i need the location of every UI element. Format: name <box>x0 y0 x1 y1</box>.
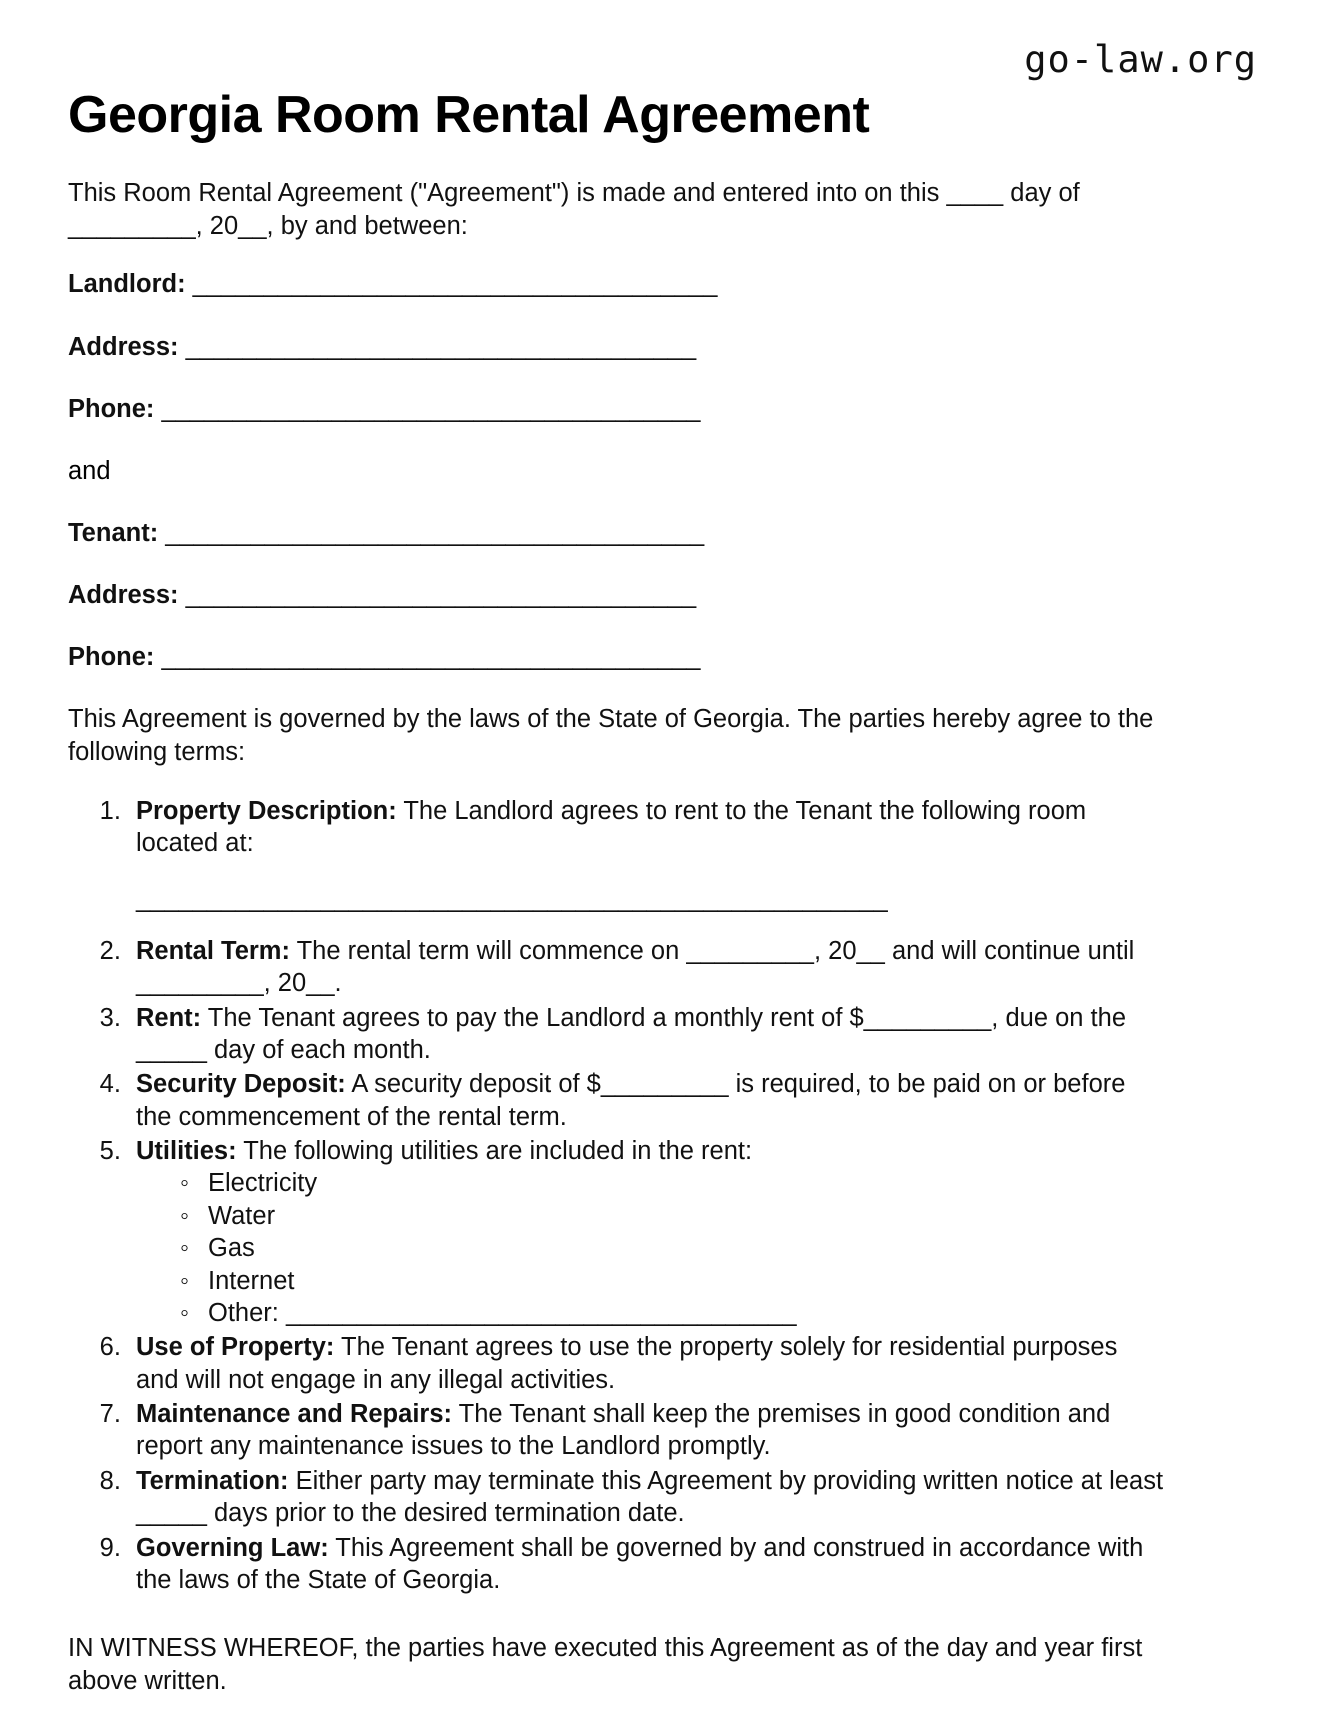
term-text-1: The Landlord agrees to rent to the Tenant the following room located at: <box>136 796 1087 857</box>
landlord-phone-blank[interactable]: ______________________________________ <box>161 394 701 423</box>
landlord-address-blank[interactable]: ____________________________________ <box>185 332 697 361</box>
term-item-1 <box>128 795 1166 913</box>
term-heading-9: Governing Law: <box>136 1533 329 1562</box>
term-heading-2: Rental Term: <box>136 936 290 965</box>
landlord-phone-label: Phone: <box>68 394 155 423</box>
term-item-3 <box>128 1002 1166 1067</box>
term-heading-3: Rent: <box>136 1003 202 1032</box>
term-item-2 <box>128 935 1166 1000</box>
term-text-7: The Tenant shall keep the premises in good condition and report any maintenance issues to the Landlord promptly. <box>136 1400 1111 1461</box>
landlord-phone-field <box>68 393 1261 426</box>
utility-item-gas <box>178 1232 1166 1264</box>
tenant-address-field <box>68 579 1261 612</box>
term-item-6 <box>128 1331 1166 1396</box>
term-item-8 <box>128 1465 1166 1530</box>
term-item-4 <box>128 1068 1166 1133</box>
tenant-address-blank[interactable]: ____________________________________ <box>185 581 697 610</box>
utilities-list <box>136 1167 1166 1329</box>
term-heading-5: Utilities: <box>136 1137 237 1166</box>
tenant-field <box>68 517 1261 550</box>
landlord-address-label: Address: <box>68 332 179 361</box>
utility-item-other <box>178 1297 1166 1329</box>
tenant-blank[interactable]: ______________________________________ <box>165 518 705 547</box>
conjunction-and: and <box>68 456 111 485</box>
term-text-2: The rental term will commence on _________, 20__ and will continue until _________, 20__. <box>136 936 1135 998</box>
tenant-phone-field <box>68 641 1261 674</box>
utility-item-internet <box>178 1265 1166 1297</box>
site-brand-logo: go-law.org <box>1024 38 1257 81</box>
governing-intro-paragraph: This Agreement is governed by the laws of the State of Georgia. The parties hereby agree to the following terms: <box>68 705 1154 766</box>
tenant-phone-blank[interactable]: ______________________________________ <box>161 643 701 672</box>
term-heading-4: Security Deposit: <box>136 1070 346 1099</box>
term-heading-7: Maintenance and Repairs: <box>136 1400 452 1429</box>
terms-list <box>68 795 1261 1597</box>
utility-item-electricity <box>178 1167 1166 1199</box>
term-text-6: The Tenant agrees to use the property solely for residential purposes and will not engage in any illegal activities. <box>136 1333 1118 1394</box>
term-text-8: Either party may terminate this Agreement by providing written notice at least _____ days prior to the desired termination date. <box>136 1466 1164 1528</box>
utility-label-internet: Internet <box>208 1266 295 1295</box>
term-text-3: The Tenant agrees to pay the Landlord a monthly rent of $_________, due on the _____ day of each month. <box>136 1003 1127 1064</box>
tenant-phone-label: Phone: <box>68 643 155 672</box>
term-item-9 <box>128 1532 1166 1597</box>
utility-label-electricity: Electricity <box>208 1169 318 1198</box>
landlord-field <box>68 268 1261 301</box>
term-text-4: A security deposit of $_________ is required, to be paid on or before the commencement of the rental term. <box>136 1070 1126 1131</box>
landlord-address-field <box>68 331 1261 364</box>
page-title: Georgia Room Rental Agreement <box>68 86 870 144</box>
term-item-5 <box>128 1135 1166 1329</box>
term-item-7 <box>128 1398 1166 1463</box>
utility-item-water <box>178 1200 1166 1232</box>
utility-label-gas: Gas <box>208 1234 255 1263</box>
term-heading-8: Termination: <box>136 1466 289 1495</box>
closing-paragraph: IN WITNESS WHEREOF, the parties have executed this Agreement as of the day and year first above written. <box>68 1634 1143 1695</box>
term-text-5: The following utilities are included in the rent: <box>236 1137 753 1166</box>
term-text-9: This Agreement shall be governed by and construed in accordance with the laws of the State of Georgia. <box>136 1533 1144 1594</box>
intro-paragraph: This Room Rental Agreement ("Agreement") is made and entered into on this ____ day of _________, 20__, by and between: <box>68 179 1080 240</box>
landlord-label: Landlord: <box>68 270 186 299</box>
term-heading-1: Property Description: <box>136 796 397 825</box>
utility-other-blank[interactable]: ____________________________________ <box>278 1298 797 1327</box>
term-heading-6: Use of Property: <box>136 1333 335 1362</box>
utility-label-other: Other: <box>208 1298 279 1327</box>
tenant-label: Tenant: <box>68 518 159 547</box>
utility-label-water: Water <box>208 1201 276 1230</box>
tenant-address-label: Address: <box>68 581 179 610</box>
landlord-blank[interactable]: _____________________________________ <box>192 270 718 299</box>
room-location-blank[interactable]: _____________________________________________________ <box>136 885 888 914</box>
